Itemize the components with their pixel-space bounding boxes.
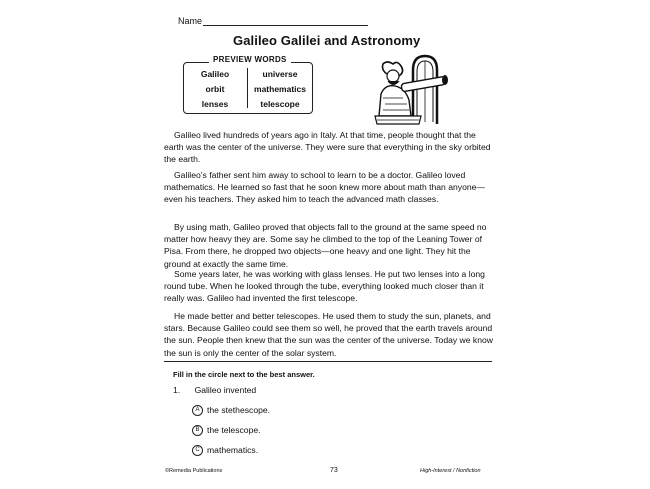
paragraph-text: Galileo lived hundreds of years ago in Italy. At that time, people thought that the earth was the center of the universe. They were sure that everything in the sky orbited the earth.	[164, 130, 491, 165]
footer-page-number: 73	[330, 467, 338, 474]
answer-text: the telescope.	[207, 425, 261, 435]
preview-word: lenses	[201, 99, 229, 109]
answer-circle[interactable]: C	[192, 445, 203, 456]
paragraph-text: By using math, Galileo proved that objects fall to the ground at the same speed no matter how heavy they are. Some say he climbed to the top of the Leaning Tower of Pisa. From there, he dropped two objects—one heavy and one light. They hit the ground at exactly the same time.	[164, 222, 487, 269]
reading-paragraph	[164, 221, 494, 270]
answer-circle[interactable]: B	[192, 425, 203, 436]
quiz-instruction: Fill in the circle next to the best answer.	[173, 370, 315, 379]
preview-word: Galileo	[200, 69, 230, 79]
reading-paragraph	[164, 129, 494, 166]
answer-text: the stethescope.	[207, 405, 271, 415]
preview-word: mathematics	[254, 84, 306, 94]
answer-circle[interactable]: A	[192, 405, 203, 416]
footer-series: High-Interest / Nonfiction	[420, 468, 481, 474]
answer-option-c[interactable]	[192, 445, 258, 456]
paragraph-text: Galileo’s father sent him away to school to learn to be a doctor. Galileo loved mathematics. He learned so fast that he soon knew more about math than anyone—even his teachers. They asked him to teach the advanced math classes.	[164, 170, 486, 205]
preview-words-divider	[247, 68, 248, 108]
name-label: Name	[178, 16, 203, 26]
preview-words-title: PREVIEW WORDS	[209, 55, 291, 64]
section-divider	[164, 361, 492, 362]
galileo-telescope-illustration	[373, 54, 453, 126]
preview-word: universe	[262, 69, 298, 79]
question-1	[173, 385, 256, 395]
name-field-line[interactable]	[203, 25, 368, 26]
answer-text: mathematics.	[207, 445, 259, 455]
page-title: Galileo Galilei and Astronomy	[233, 33, 421, 48]
answer-option-a[interactable]	[192, 405, 270, 416]
question-text: Galileo invented	[194, 385, 257, 395]
footer-publisher: ©Remedia Publications	[165, 468, 223, 474]
paragraph-text: Some years later, he was working with glass lenses. He put two lenses into a long round tube. When he looked through the tube, everything looked much closer than it really was. Galileo had invented the first telescope.	[164, 269, 485, 304]
reading-paragraph	[164, 169, 494, 206]
reading-paragraph	[164, 310, 494, 359]
answer-option-b[interactable]	[192, 425, 261, 436]
paragraph-text: He made better and better telescopes. He used them to study the sun, planets, and stars. Because Galileo could see them so well, he proved that the earth travels around the sun. People then knew that the sun was the center of the universe. Today we know the sun is only the center of the solar system.	[164, 311, 493, 358]
preview-word: orbit	[205, 84, 225, 94]
question-number: 1.	[173, 385, 181, 395]
preview-word: telescope	[260, 99, 300, 109]
reading-paragraph	[164, 268, 494, 305]
